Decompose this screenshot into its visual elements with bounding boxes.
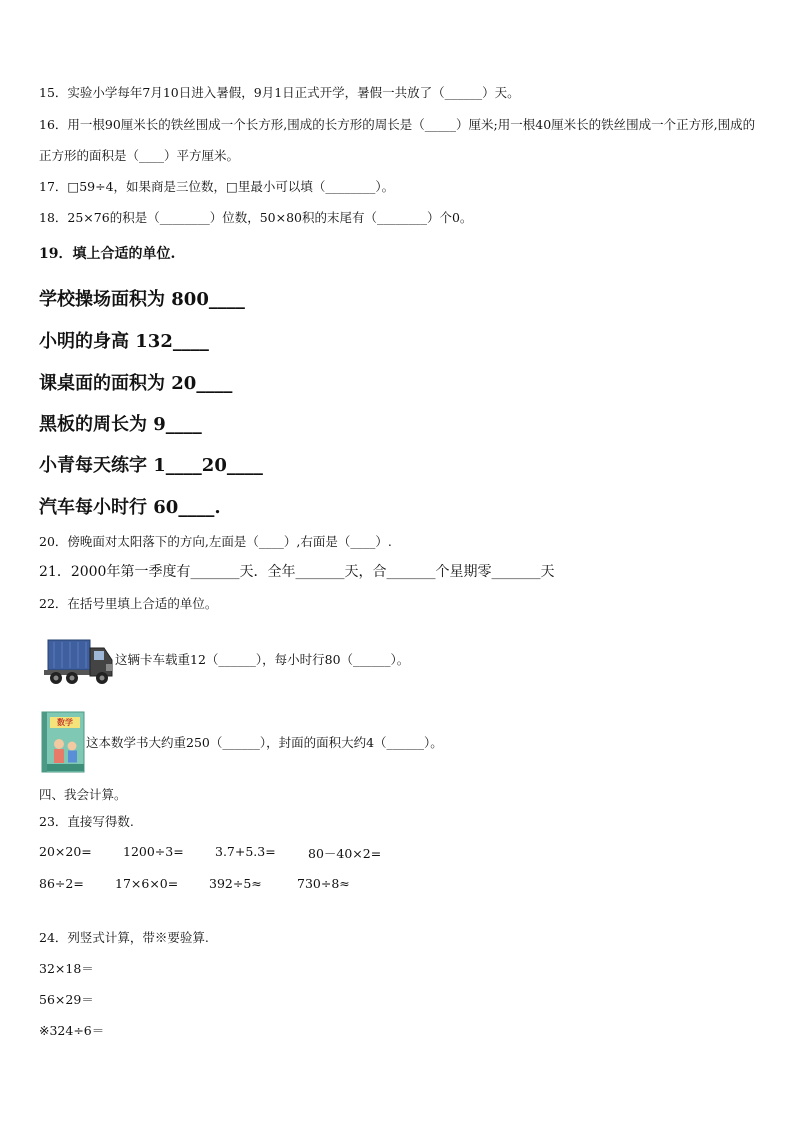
q24-item-2: 56×29＝	[39, 992, 94, 1007]
q22-truck-sentence: 这辆卡车载重12（______），每小时行80（______）。	[115, 652, 410, 667]
q23-r1-c4: 80－40×2=	[308, 846, 382, 861]
q23-r2-c4: 730÷8≈	[297, 876, 350, 891]
q24-item-3: ※324÷6＝	[39, 1023, 105, 1038]
book-cover-title: 数学	[57, 718, 73, 727]
section-4-heading: 四、我会计算。	[39, 787, 127, 802]
q23-r2-c1: 86÷2=	[39, 876, 84, 891]
q23-r1-c2: 1200÷3=	[123, 844, 184, 859]
q23-r2-c2: 17×6×0=	[115, 876, 179, 891]
q22-book-sentence: 这本数学书大约重250（______），封面的面积大约4（______）。	[86, 735, 443, 750]
q19-item-2: 小明的身高 132____	[39, 331, 209, 352]
question-21: 21．2000年第一季度有_______天．全年_______天，合_______个星期零_______天	[39, 564, 555, 580]
q19-item-4: 黑板的周长为 9____	[39, 414, 202, 435]
q19-item-6: 汽车每小时行 60____.	[39, 497, 221, 518]
question-15: 15．实验小学每年7月10日进入暑假，9月1日正式开学，暑假一共放了（______）天。	[39, 85, 520, 100]
question-23: 23．直接写得数.	[39, 814, 134, 829]
question-24: 24．列竖式计算，带※要验算.	[39, 930, 209, 945]
q23-r1-c3: 3.7+5.3=	[215, 844, 276, 859]
question-19: 19．填上合适的单位.	[39, 246, 176, 262]
question-18: 18．25×76的积是（________）位数，50×80积的末尾有（________）个0。	[39, 210, 473, 225]
q24-item-1: 32×18＝	[39, 961, 94, 976]
q23-r1-c1: 20×20=	[39, 844, 92, 859]
question-20: 20．傍晚面对太阳落下的方向,左面是（____）,右面是（____）.	[39, 534, 392, 549]
q19-item-1: 学校操场面积为 800____	[39, 289, 245, 310]
question-16: 16．用一根90厘米长的铁丝围成一个长方形,围成的长方形的周长是（_____）厘米;用一根40厘米长的铁丝围成一个正方形,围成的正方形的面积是（____）平方厘米。	[39, 117, 756, 163]
math-book-image	[41, 711, 85, 773]
q19-item-5: 小青每天练字 1____20____	[39, 455, 263, 476]
question-22: 22．在括号里填上合适的单位。	[39, 596, 218, 611]
truck-image	[42, 634, 116, 686]
q23-r2-c3: 392÷5≈	[209, 876, 262, 891]
q19-item-3: 课桌面的面积为 20____	[39, 373, 233, 394]
question-17: 17．□59÷4，如果商是三位数，□里最小可以填（________）。	[39, 179, 395, 194]
